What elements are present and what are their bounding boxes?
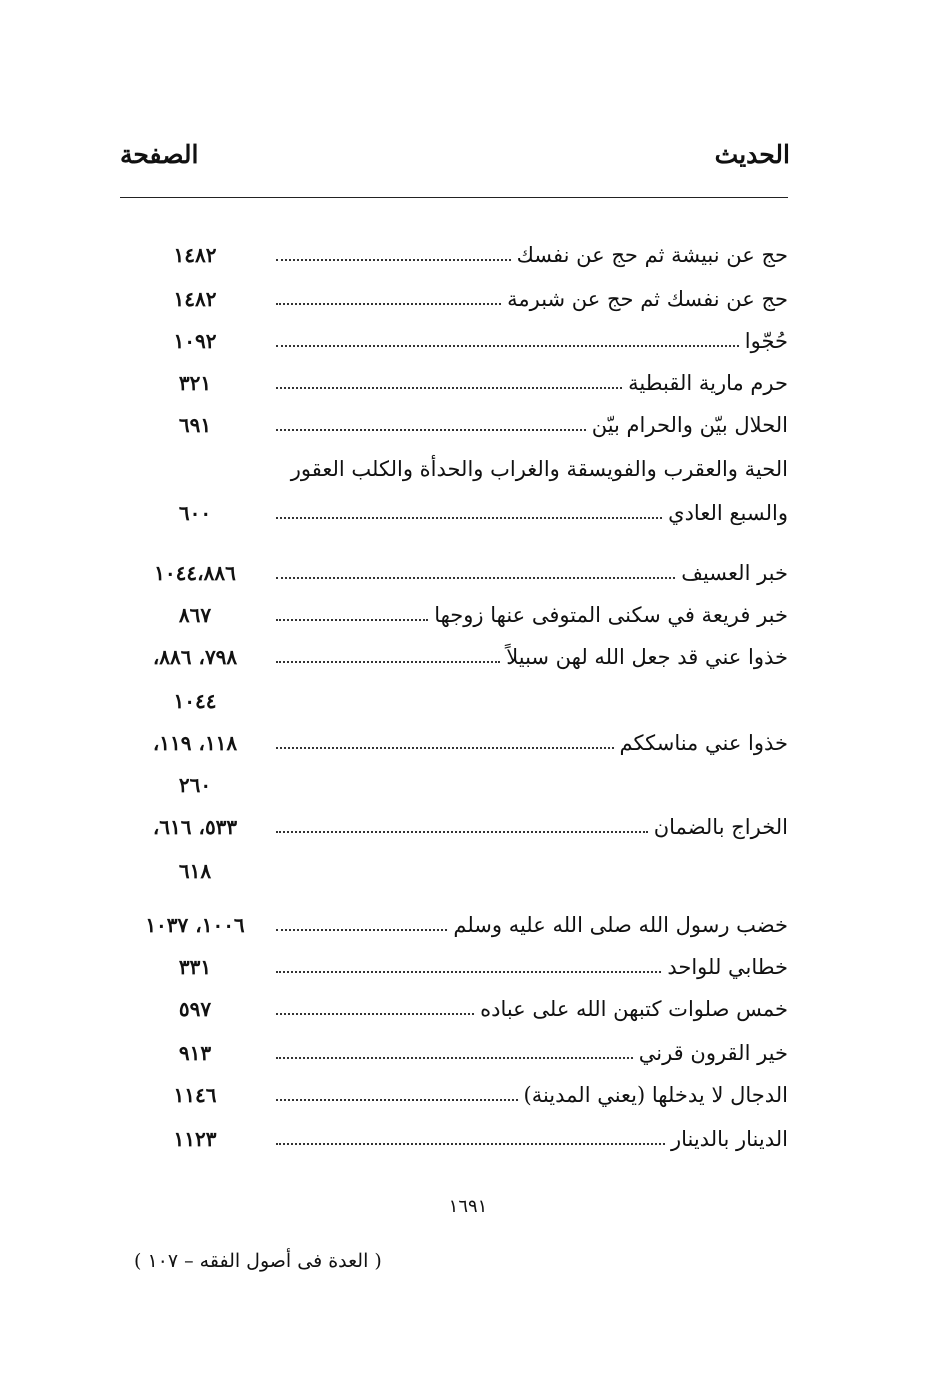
entry-title: خذوا عني مناسككم (619, 731, 788, 755)
entry-pages: ١٠٤٤ (173, 689, 217, 713)
dot-leader (276, 619, 428, 621)
entry-pages: ١١٢٣ (173, 1127, 217, 1151)
index-entry (120, 990, 788, 1030)
entry-title: الحلال بيّن والحرام بيّن (591, 413, 788, 437)
index-entry (120, 638, 788, 678)
index-entry (120, 906, 788, 946)
dot-leader (276, 1143, 665, 1145)
entry-pages: ٩١٣ (178, 1041, 212, 1065)
header-rule (120, 197, 788, 198)
entry-pages: ٨٦٧ (178, 603, 212, 627)
index-entry-continuation (120, 852, 788, 892)
dot-leader (276, 429, 586, 431)
entry-title: والسبع العادي (668, 501, 788, 525)
page-number: ١٦٩١ (448, 1196, 488, 1217)
entry-pages: ٣٣١ (178, 955, 212, 979)
entry-pages: ٦٩١ (178, 413, 212, 437)
entry-pages: ١٠٤٤،٨٨٦ (154, 561, 236, 585)
dot-leader (276, 345, 739, 347)
index-entry (120, 948, 788, 988)
entry-title: الحية والعقرب والفويسقة والغراب والحدأة والكلب العقور (290, 457, 788, 481)
entry-pages: ٣٢١ (178, 371, 212, 395)
entry-pages: ٧٩٨، ٨٨٦، (152, 645, 238, 669)
dot-leader (276, 1057, 633, 1059)
entry-title: خطابي للواحد (667, 955, 788, 979)
entry-title: الدينار بالدينار (670, 1127, 788, 1151)
entry-pages: ١٤٨٢ (173, 287, 217, 311)
entry-pages: ١١٤٦ (173, 1083, 217, 1107)
entry-title: خمس صلوات كتبهن الله على عباده (480, 997, 788, 1021)
index-entry (120, 724, 788, 764)
index-entry (120, 236, 788, 276)
entry-title: حج عن نبيشة ثم حج عن نفسك (516, 243, 788, 267)
index-entry (120, 1034, 788, 1074)
index-entry-continuation (120, 682, 788, 722)
header-page: الصفحة (120, 140, 199, 169)
dot-leader (276, 259, 511, 261)
dot-leader (276, 577, 675, 579)
dot-leader (276, 387, 622, 389)
index-entry (120, 596, 788, 636)
entry-title: خضب رسول الله صلى الله عليه وسلم (453, 913, 788, 937)
dot-leader (276, 929, 447, 931)
index-entry (120, 1120, 788, 1160)
entry-title: خير القرون قرني (638, 1041, 788, 1065)
dot-leader (276, 1013, 474, 1015)
index-entry (120, 322, 788, 362)
dot-leader (276, 971, 661, 973)
entry-pages: ٥٣٣، ٦١٦، (152, 815, 238, 839)
index-entry (120, 280, 788, 320)
index-entry (120, 554, 788, 594)
entry-title: الدجال لا يدخلها (يعني المدينة) (523, 1083, 788, 1107)
entry-title: حج عن نفسك ثم حج عن شبرمة (507, 287, 788, 311)
entry-title: خبر فريعة في سكنى المتوفى عنها زوجها (434, 603, 788, 627)
index-entry (120, 364, 788, 404)
dot-leader (276, 303, 501, 305)
dot-leader (276, 517, 662, 519)
index-entry (120, 450, 788, 490)
dot-leader (276, 747, 614, 749)
entry-title: خبر العسيف (681, 561, 788, 585)
index-entry (120, 406, 788, 446)
entry-pages: ١٤٨٢ (173, 243, 217, 267)
entry-pages: ١٠٩٢ (173, 329, 217, 353)
index-entry (120, 808, 788, 848)
dot-leader (276, 1099, 518, 1101)
entry-pages: ٥٩٧ (178, 997, 212, 1021)
index-entry (120, 494, 788, 534)
dot-leader (276, 831, 648, 833)
entry-pages: ١٠٠٦، ١٠٣٧ (145, 913, 245, 937)
entry-title: حرم مارية القبطية (628, 371, 788, 395)
header-hadith: الحديث (714, 140, 790, 169)
entry-pages: ٦١٨ (178, 859, 212, 883)
entry-title: حُجّوا (744, 329, 788, 353)
index-entry (120, 1076, 788, 1116)
entry-pages: ٦٠٠ (178, 501, 212, 525)
entry-title: خذوا عني قد جعل الله لهن سبيلاً (506, 645, 788, 669)
entry-pages: ٢٦٠ (178, 773, 212, 797)
index-entry-continuation (120, 766, 788, 806)
footer-book-title: ( العدة فى أصول الفقه – ١٠٧ ) (134, 1250, 382, 1272)
dot-leader (276, 661, 500, 663)
entry-title: الخراج بالضمان (653, 815, 788, 839)
entry-pages: ١١٨، ١١٩، (152, 731, 238, 755)
